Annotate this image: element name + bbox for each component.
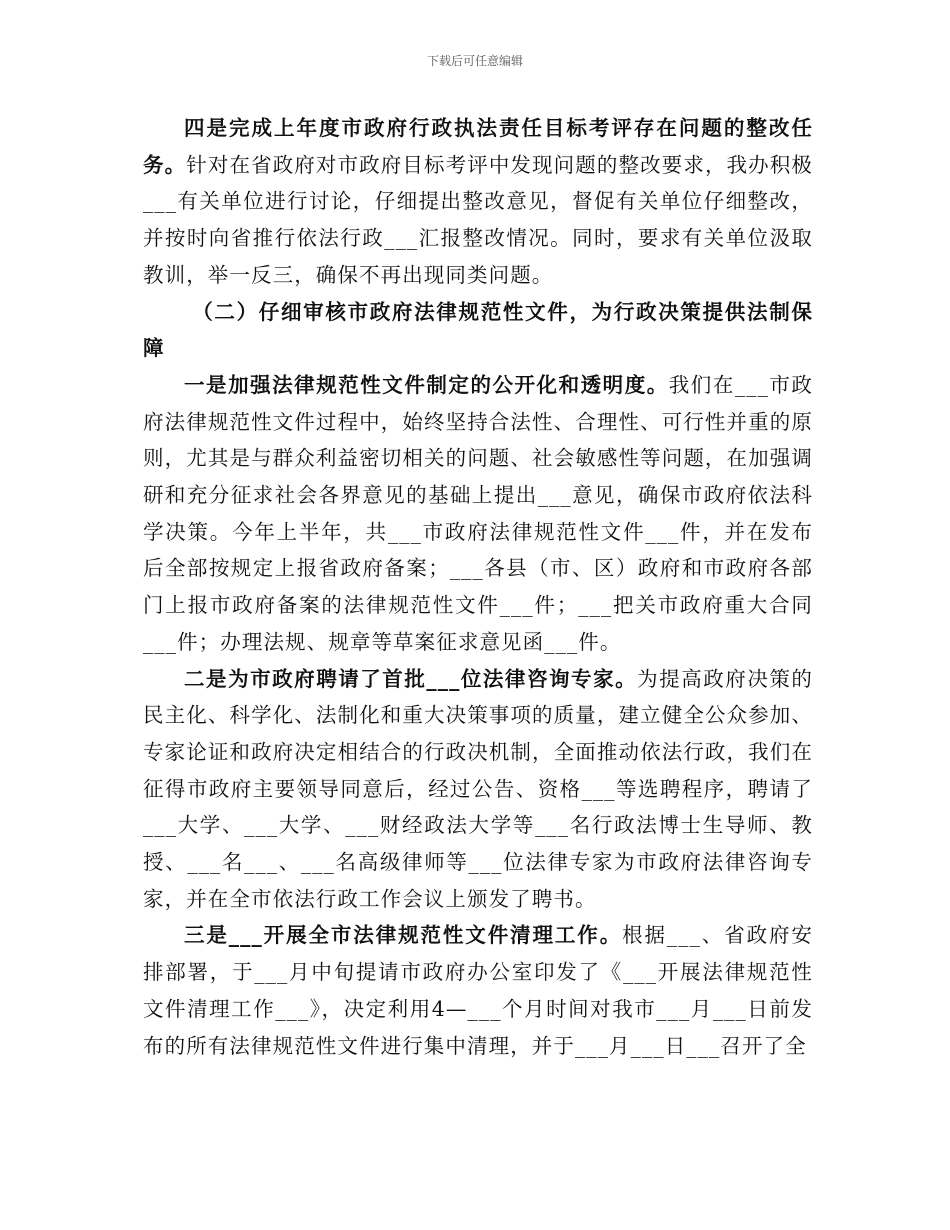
paragraph-legal-experts — [143, 661, 813, 918]
paragraph-text: 为提高政府决策的民主化、科学化、法制化和重大决策事项的质量，建立健全公众参加、专家论证和政府决定相结合的行政决机制，全面推动依法行政，我们在征得市政府主要领导同意后，经过公告、资格___等选聘程序，聘请了___大学、___大学、___财经政法大学等___名行政法博士生导师、教授、___名___、___名高级律师等___位法律专家为市政府法律咨询专家，并在全市依法行政工作会议上颁发了聘书。 — [143, 666, 813, 911]
section-heading-two — [143, 294, 813, 367]
paragraph-heading: 四是完成上年度市政府行政执法责任目标考评存在问题的整改任务。 — [143, 116, 813, 177]
paragraph-heading: 三是___开展全市法律规范性文件清理工作。 — [184, 923, 623, 948]
document-body — [143, 110, 813, 1064]
paragraph-heading: 二是为市政府聘请了首批___位法律咨询专家。 — [184, 666, 638, 691]
paragraph-heading: 一是加强法律规范性文件制定的公开化和透明度。 — [184, 372, 669, 397]
paragraph-text: 我们在___市政府法律规范性文件过程中，始终坚持合法性、合理性、可行性并重的原则，尤其是与群众利益密切相关的问题、社会敏感性等问题，在加强调研和充分征求社会各界意见的基础上提出___意见，确保市政府依法科学决策。今年上半年，共___市政府法律规范性文件___件，并在发布后全部按规定上报省政府备案；___各县（市、区）政府和市政府各部门上报市政府备案的法律规范性文件___件；___把关市政府重大合同___件；办理法规、规章等草案征求意见函___件。 — [143, 372, 813, 654]
section-heading: （二）仔细审核市政府法律规范性文件，为行政决策提供法制保障 — [143, 299, 813, 361]
page-header-note: 下载后可任意编辑 — [426, 54, 523, 68]
paragraph-text: 针对在省政府对市政府目标考评中发现问题的整改要求，我办积极___有关单位进行讨论，仔细提出整改意见，督促有关单位仔细整改，并按时向省推行依法行政___汇报整改情况。同时，要求有关单位汲取教训，举一反三，确保不再出现同类问题。 — [143, 152, 813, 287]
paragraph-text: 根据___、省政府安排部署，于___月中旬提请市政府办公室印发了《___开展法律规范性文件清理工作___》，决定利用4—___个月时间对我市___月___日前发布的所有法律规范性文件进行集中清理，并于___月___日___召开了全 — [143, 923, 813, 1058]
paragraph-document-cleanup — [143, 917, 813, 1064]
paragraph-rectification-task — [143, 110, 813, 294]
paragraph-transparency — [143, 367, 813, 661]
